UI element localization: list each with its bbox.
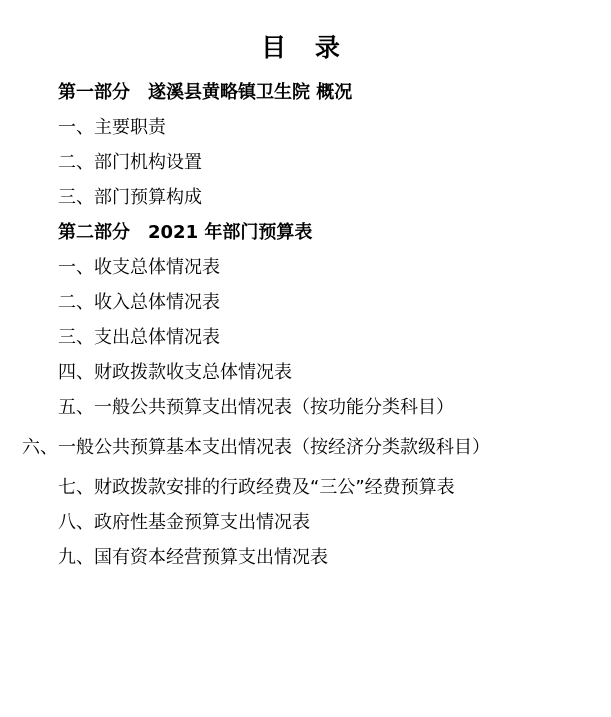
- page-title: 目 录: [261, 33, 350, 62]
- toc-item[interactable]: 三、部门预算构成: [58, 187, 202, 208]
- toc-item[interactable]: 八、政府性基金预算支出情况表: [58, 511, 310, 533]
- toc-item[interactable]: 九、国有资本经营预算支出情况表: [58, 546, 328, 568]
- toc-item[interactable]: 六、一般公共预算基本支出情况表（按经济分类款级科目）: [22, 437, 490, 458]
- toc-item[interactable]: 一、收支总体情况表: [58, 257, 220, 278]
- table-of-contents: [22, 84, 589, 567]
- toc-section-heading[interactable]: 第二部分 2021 年部门预算表: [58, 222, 313, 243]
- toc-item[interactable]: 四、财政拨款收支总体情况表: [58, 362, 292, 383]
- toc-item[interactable]: 七、财政拨款安排的行政经费及“三公”经费预算表: [58, 476, 455, 498]
- toc-section-heading[interactable]: 第一部分 遂溪县黄略镇卫生院 概况: [58, 82, 353, 103]
- document-page: [0, 28, 611, 717]
- toc-item[interactable]: 三、支出总体情况表: [58, 327, 220, 348]
- toc-item[interactable]: 五、一般公共预算支出情况表（按功能分类科目）: [58, 397, 454, 418]
- toc-item[interactable]: 二、部门机构设置: [58, 152, 202, 173]
- toc-item[interactable]: 一、主要职责: [58, 117, 166, 138]
- toc-item[interactable]: 二、收入总体情况表: [58, 292, 220, 313]
